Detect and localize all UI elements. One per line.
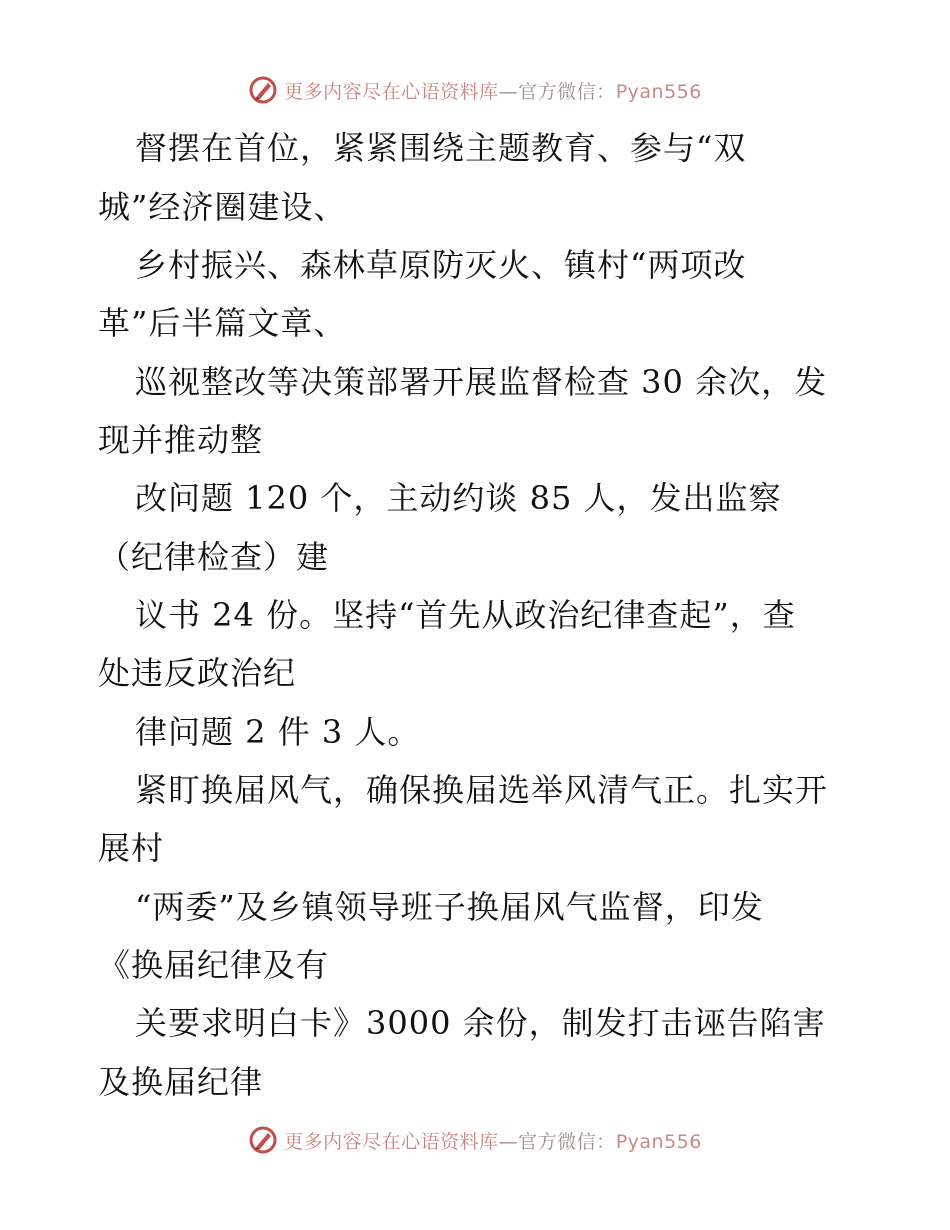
footer-watermark bbox=[0, 1120, 950, 1160]
pen-logo-icon bbox=[248, 1125, 278, 1155]
text-line: 处违反政治纪 bbox=[98, 654, 297, 692]
text-line: 议书 24 份。坚持“首先从政治纪律查起”，查 bbox=[135, 596, 796, 634]
text-line: 革”后半篇文章、 bbox=[98, 304, 347, 342]
text-line: 现并推动整 bbox=[98, 421, 264, 459]
text-line: 乡村振兴、森林草原防灭火、镇村“两项改 bbox=[135, 246, 747, 284]
watermark-text: 更多内容尽在心语资料库—官方微信：Pyan556 bbox=[284, 80, 702, 103]
text-line: 城”经济圈建设、 bbox=[98, 188, 347, 226]
text-line: 巡视整改等决策部署开展监督检查 30 余次，发 bbox=[135, 363, 828, 401]
watermark-text: 更多内容尽在心语资料库—官方微信：Pyan556 bbox=[284, 1130, 702, 1153]
text-line: 督摆在首位，紧紧围绕主题教育、参与“双 bbox=[135, 129, 747, 167]
text-line: 改问题 120 个，主动约谈 85 人，发出监察 bbox=[135, 479, 782, 517]
text-line: （纪律检查）建 bbox=[98, 538, 330, 576]
text-line: 律问题 2 件 3 人。 bbox=[135, 713, 421, 751]
text-line: “两委”及乡镇领导班子换届风气监督，印发 bbox=[135, 888, 764, 926]
text-line: 及换届纪律 bbox=[98, 1063, 264, 1101]
text-line: 关要求明白卡》3000 余份，制发打击诬告陷害 bbox=[135, 1004, 826, 1042]
text-line: 展村 bbox=[98, 829, 165, 867]
text-line: 紧盯换届风气，确保换届选举风清气正。扎实开 bbox=[135, 771, 829, 809]
text-line: 《换届纪律及有 bbox=[98, 946, 330, 984]
